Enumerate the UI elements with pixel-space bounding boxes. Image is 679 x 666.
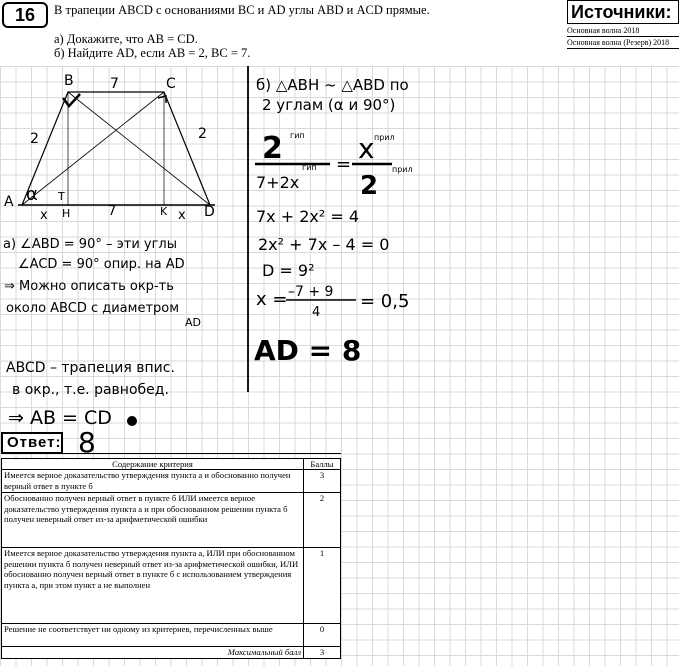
source-item: Основная волна (Резерв) 2018 <box>567 37 679 49</box>
trapezoid-figure <box>18 92 215 205</box>
frac1-denominator: 7+2x <box>256 173 300 192</box>
criteria-text: Имеется верное доказательство утверждения пункта а и обоснованно получен верный ответ в пункте б <box>2 470 304 493</box>
answer-label: Ответ: <box>1 432 63 454</box>
criteria-header-row <box>2 459 341 470</box>
criteria-total-row <box>2 647 341 658</box>
criteria-header-content: Содержание критерия <box>2 459 304 470</box>
criteria-text: Обоснованно получен верный ответ в пункте б ИЛИ имеется верное доказательство утверждения пункта а и при обоснованном решении пункта б получен неверный ответ из-за арифметической ошибки <box>2 493 304 548</box>
fig-label-B: B <box>64 73 74 89</box>
table-row <box>2 548 341 624</box>
part-a-line-1: а) ∠ABD = 90° – эти углы <box>3 237 177 252</box>
frac2-denominator: 2 <box>360 171 379 201</box>
fig-label-left-side: 2 <box>30 131 39 147</box>
fig-label-x-right: x <box>178 208 186 223</box>
fig-label-H: H <box>62 207 71 220</box>
criteria-table <box>1 458 341 659</box>
equation-4-left: x = <box>256 289 288 310</box>
fig-label-top-base: 7 <box>110 76 119 92</box>
equals-sign: = <box>336 154 352 175</box>
part-a-line-7: ⇒ AB = CD <box>8 407 112 429</box>
equation-4-numerator: –7 + 9 <box>288 284 334 300</box>
fig-label-C: C <box>166 76 176 92</box>
criteria-points: 3 <box>304 470 341 493</box>
fig-label-D: D <box>204 204 215 220</box>
problem-part-b: б) Найдите AD, если AB = 2, BC = 7. <box>54 46 251 60</box>
criteria-text: Имеется верное доказательство утверждения пункта а, ИЛИ при обоснованном решении пункта б получен неверный ответ из-за арифметической ошибки, ИЛИ обоснованно получен верный ответ в пункте б с использованием утверждения пункта а, при этом пункт а не выполнен <box>2 548 304 624</box>
fig-label-A: A <box>4 194 14 210</box>
problem-part-a: а) Докажите, что AB = CD. <box>54 32 198 46</box>
problem-number: 16 <box>2 2 48 28</box>
equation-2: 2x² + 7x – 4 = 0 <box>258 235 390 254</box>
part-a-line-5: ABCD – трапеция впис. <box>6 360 175 376</box>
fig-label-K: K <box>160 205 168 218</box>
criteria-total-label: Максимальный балл <box>2 647 304 658</box>
frac2-numerator-note: прил <box>374 133 395 142</box>
equation-3: D = 9² <box>262 261 315 280</box>
fig-label-x-left: x <box>40 208 48 223</box>
part-b-line-2: 2 углам (α и 90°) <box>262 96 396 114</box>
final-result: AD = 8 <box>254 334 362 367</box>
equation-1: 7x + 2x² = 4 <box>256 207 360 226</box>
part-a-line-2: ∠ACD = 90° опир. на AD <box>18 257 185 272</box>
criteria-header-points: Баллы <box>304 459 341 470</box>
table-row <box>2 624 341 647</box>
criteria-text: Решение не соответствует ни одному из критериев, перечисленных выше <box>2 624 304 647</box>
table-row <box>2 470 341 493</box>
criteria-total-points: 3 <box>304 647 341 658</box>
criteria-points: 0 <box>304 624 341 647</box>
part-b-line-1: б) △ABH ~ △ABD по <box>256 76 409 94</box>
equation-4-denominator: 4 <box>312 305 321 320</box>
fig-alpha: α <box>26 184 38 205</box>
frac1-denominator-note: гип <box>302 163 317 172</box>
table-row <box>2 493 341 548</box>
part-a-line-6: в окр., т.е. равнобед. <box>12 382 169 398</box>
frac1-numerator: 2 <box>262 131 283 166</box>
part-a-line-4: около ABCD с диаметром <box>6 301 180 316</box>
equation-4-right: = 0,5 <box>360 291 410 312</box>
criteria-points: 1 <box>304 548 341 624</box>
fig-label-bottom-base: 7 <box>108 204 117 219</box>
frac2-denominator-note: прил <box>392 165 413 174</box>
part-a-line-4b: AD <box>185 316 201 329</box>
part-a-line-3: ⇒ Можно описать окр-ть <box>4 279 174 294</box>
source-item: Основная волна 2018 <box>567 25 679 37</box>
problem-statement: В трапеции ABCD с основаниями BC и AD углы ABD и ACD прямые. <box>54 3 430 17</box>
answer-value: 8 <box>78 426 96 458</box>
fig-label-right-side: 2 <box>198 126 207 142</box>
criteria-points: 2 <box>304 493 341 548</box>
frac1-numerator-note: гип <box>290 131 305 140</box>
sources-title: Источники: <box>567 0 679 24</box>
answer-value-svg <box>74 424 114 458</box>
frac2-numerator: x <box>358 132 375 165</box>
fig-label-T: T <box>58 190 65 203</box>
